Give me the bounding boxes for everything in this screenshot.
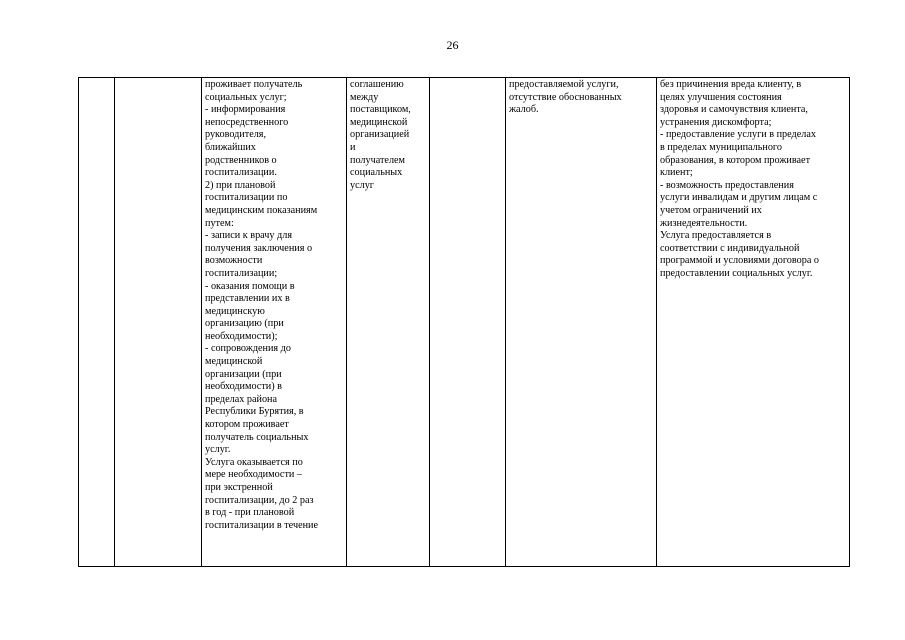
page-number: 26: [446, 38, 459, 52]
table-cell-col7: без причинения вреда клиенту, в целях улучшения состояния здоровья и самочувствия клиента, устранения дискомфорта; - предоставление услуги в пределах в пределах муниципального образования, в котором проживает клиент; - возможность предоставления услуги инвалидам и другим лицам с учетом ограничений их жизнедеятельности. Услуга предоставляется в соответствии с индивидуальной программой и условиями договора о предоставлении социальных услуг.: [657, 78, 850, 567]
table-row: [79, 78, 850, 567]
table-cell-col5: [430, 78, 506, 567]
table-cell-col2: [115, 78, 202, 567]
document-table: [78, 77, 850, 567]
table-cell-col1: [79, 78, 115, 567]
table-cell-col3: проживает получатель социальных услуг; - информирования непосредственного руководителя, ближайших родственников о госпитализации. 2) при плановой госпитализации по медицинским показаниям путем: - записи к врачу для получения заключения о возможности госпитализации; - оказания помощи в представлении их в медицинскую организацию (при необходимости); - сопровождения до медицинской организации (при необходимости) в пределах района Республики Бурятия, в котором проживает получатель социальных услуг. Услуга оказывается по мере необходимости – при экстренной госпитализации, до 2 раз в год - при плановой госпитализации в течение: [202, 78, 347, 567]
table-cell-col6: предоставляемой услуги, отсутствие обоснованных жалоб.: [506, 78, 657, 567]
table-cell-col4: соглашению между поставщиком, медицинской организацией и получателем социальных услуг: [347, 78, 430, 567]
